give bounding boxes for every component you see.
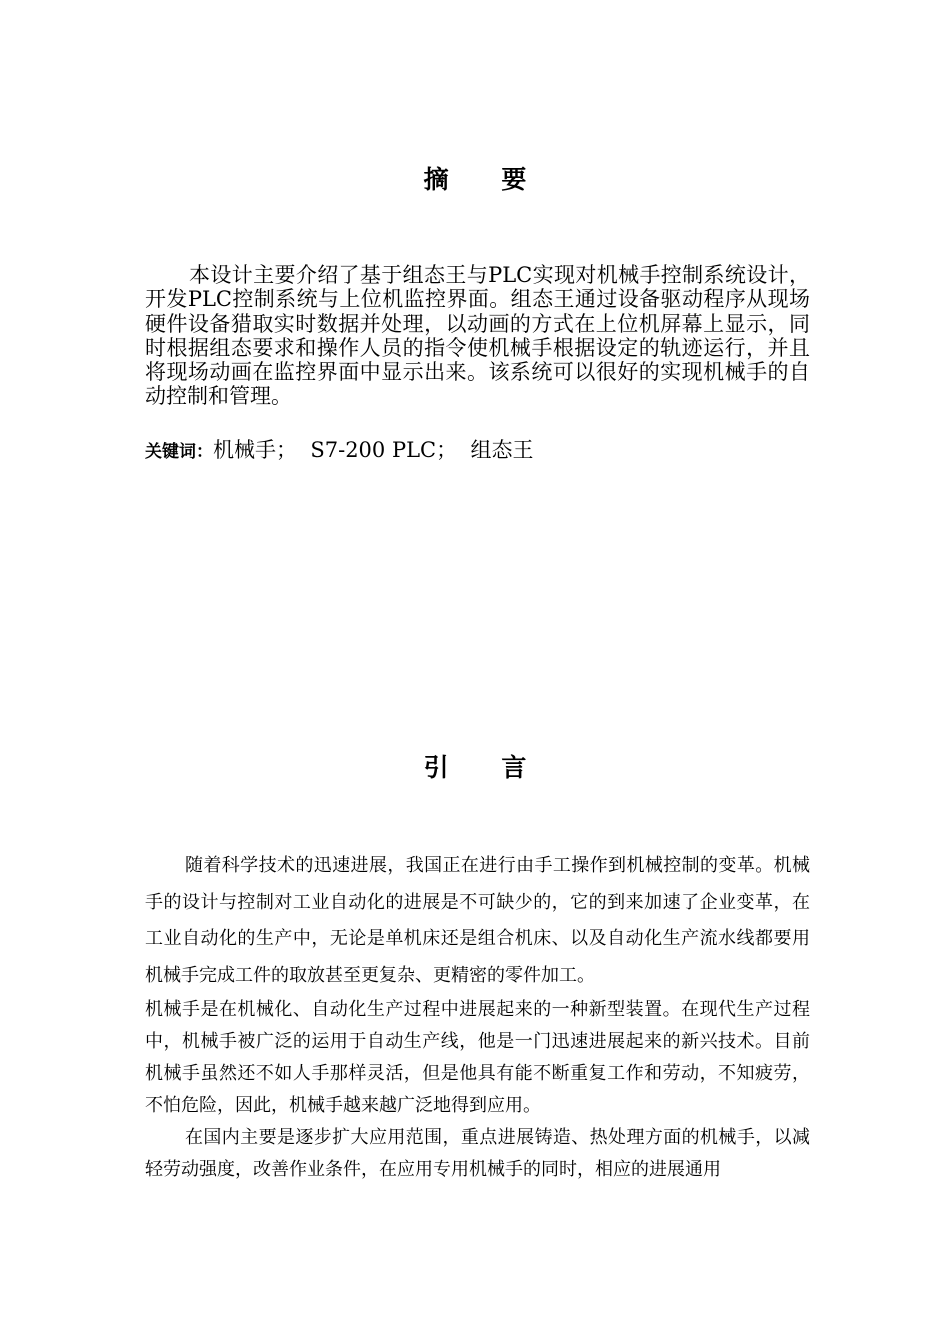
keywords-line	[145, 437, 810, 465]
abstract-body: 本设计主要介绍了基于组态王与PLC实现对机械手控制系统设计，开发PLC控制系统与上位机监控界面。组态王通过设备驱动程序从现场硬件设备猎取实时数据并处理，以动画的方式在上位机屏幕上显示，同时根据组态要求和操作人员的指令使机械手根据设定的轨迹运行，并且将现场动画在监控界面中显示出来。该系统可以很好的实现机械手的自动控制和管理。	[145, 263, 810, 409]
intro-paragraph-3: 在国内主要是逐步扩大应用范围，重点进展铸造、热处理方面的机械手，以减轻劳动强度，改善作业条件，在应用专用机械手的同时，相应的进展通用	[145, 1127, 810, 1181]
intro-paragraph-2: 机械手是在机械化、自动化生产过程中进展起来的一种新型装置。在现代生产过程中，机械手被广泛的运用于自动生产线，他是一门迅速进展起来的新兴技术。目前机械手虽然还不如人手那样灵活，但是他具有能不断重复工作和劳动，不知疲劳，不怕危险，因此，机械手越来越广泛地得到应用。	[145, 999, 810, 1117]
abstract-title: 摘 要	[423, 165, 549, 194]
intro-body	[145, 848, 810, 1186]
keywords-label: 关键词：	[145, 442, 213, 462]
keywords-text: 机械手； S7-200 PLC； 组态王	[213, 438, 534, 462]
intro-paragraph-1: 随着科学技术的迅速进展，我国正在进行由手工操作到机械控制的变革。机械手的设计与控制对工业自动化的进展是不可缺少的，它的到来加速了企业变革，在工业自动化的生产中，无论是单机床还是组合机床、以及自动化生产流水线都要用机械手完成工件的取放甚至更复杂、更精密的零件加工。	[145, 855, 810, 986]
intro-title: 引 言	[423, 753, 549, 782]
